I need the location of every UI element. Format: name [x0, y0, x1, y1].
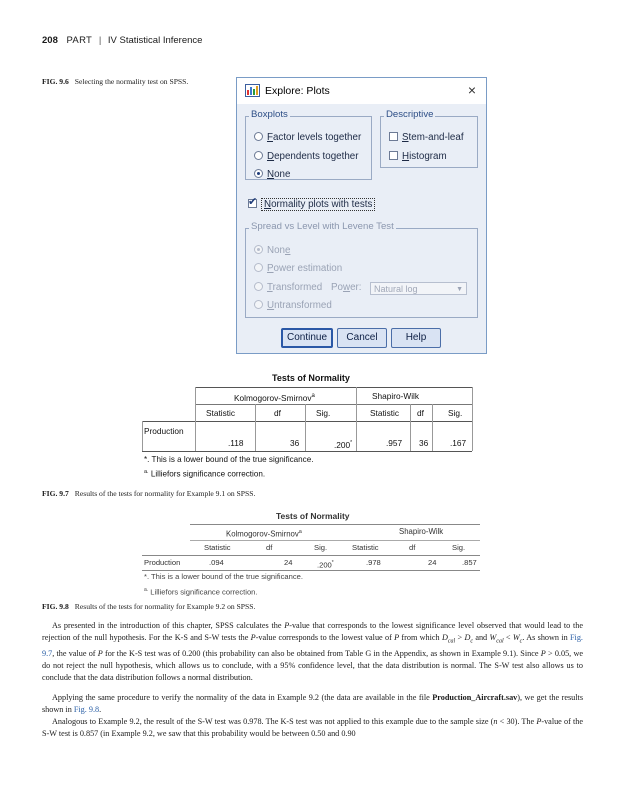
help-button[interactable]: Help	[391, 328, 441, 348]
option-label: tem-and-leaf	[408, 132, 464, 143]
table-footnote: $^{a.}$ Lilliefors significance correction.	[144, 587, 258, 597]
option-label: one	[274, 169, 291, 180]
checkbox-histogram[interactable]	[389, 150, 447, 164]
fig-9-7-caption	[42, 489, 255, 498]
spss-app-icon	[245, 84, 260, 97]
table-title: Tests of Normality	[272, 373, 350, 383]
paragraph-2: Applying the same procedure to verify the normality of the data in Example 9.2 (the data are available in the file Production_Aircraft.sav), we get the results shown in Fig. 9.8.	[42, 693, 584, 714]
table-cell: 36	[419, 438, 429, 448]
col-header: Sig.	[316, 408, 331, 418]
boxplots-legend: Boxplots	[251, 109, 288, 120]
radio-transformed[interactable]	[254, 281, 322, 295]
table-cell: .857	[462, 558, 477, 567]
checkbox-checked[interactable]	[248, 199, 257, 208]
col-header: df	[274, 408, 281, 418]
mnemonic: U	[267, 300, 275, 311]
table-cell: 24	[428, 558, 437, 567]
header-separator: |	[98, 35, 102, 46]
mnemonic: w	[342, 282, 351, 293]
col-header: Statistic	[204, 543, 231, 552]
radio-spread-none[interactable]	[254, 244, 290, 258]
option-label: ntransformed	[274, 300, 332, 311]
dialog-titlebar[interactable]	[237, 78, 486, 104]
option-label: ransformed	[272, 282, 323, 293]
fig-9-8-text: Results of the tests for normality for Example 9.2 on SPSS.	[74, 602, 256, 611]
table-footnote: $^{a.}$ Lilliefors significance correction.	[144, 469, 266, 479]
radio-circle-selected[interactable]	[254, 169, 263, 178]
power-rest: er:	[350, 282, 362, 293]
fig-9-6-caption	[42, 77, 188, 86]
col-header: df	[417, 408, 424, 418]
col-header: Statistic	[370, 408, 400, 418]
power-prefix: Po	[331, 282, 343, 293]
table-cell: .200*	[317, 560, 334, 570]
mnemonic: H	[402, 151, 410, 162]
table-title: Tests of Normality	[276, 511, 350, 521]
part-label: PART	[66, 35, 93, 46]
radio-none[interactable]	[254, 168, 290, 182]
option-label: ependents together	[274, 151, 359, 162]
radio-power-estimation[interactable]	[254, 262, 342, 276]
col-header: df	[409, 543, 416, 552]
mnemonic: P	[267, 263, 274, 274]
row-label: Production	[144, 426, 184, 436]
sw-header: Shapiro-Wilk	[399, 527, 444, 536]
fig-9-7-label: FIG. 9.7	[42, 489, 69, 498]
mnemonic: D	[267, 151, 275, 162]
page-number: 208	[42, 35, 58, 46]
row-label: Production	[144, 558, 181, 567]
option-prefix: Non	[267, 245, 285, 256]
option-label: ower estimation	[273, 263, 343, 274]
power-select-value: Natural log	[374, 284, 418, 294]
checkbox-box[interactable]	[389, 132, 398, 141]
fig-9-8-link[interactable]: Fig. 9.8	[73, 705, 100, 714]
fig-9-6-label: FIG. 9.6	[42, 77, 69, 86]
spread-legend: Spread vs Level with Levene Test	[251, 221, 394, 232]
mnemonic: N	[264, 199, 272, 210]
mnemonic: F	[267, 132, 273, 143]
ks-header: Kolmogorov-Smirnov$^a$	[234, 392, 315, 403]
col-header: Statistic	[206, 408, 236, 418]
continue-button[interactable]: Continue	[281, 328, 333, 348]
table-cell: .094	[209, 558, 224, 567]
fig-9-6-text: Selecting the normality test on SPSS.	[74, 77, 189, 86]
paragraph-1: As presented in the introduction of this chapter, SPSS calculates the P-value that corresponds to the lowest significance level observed that would lead to the rejection of the null hypothesis. For the K-S and S-W tests the P-value corresponds to the lowest value of P from which $D_{cal} > D_c$ and $W_{cal} < W_c$. As shown in Fig. 9.7, the value of P for the K-S test was of 0.200 (this probability can also be obtained from Table G in the Appendix, as shown in Example 9.1). Since P > 0.05, we do not reject the null hypothesis, which allows us to conclude, with a 95% confidence level, that the data distribution is normal. The S-W test also allows us to conclude that the data distribution follows a normal distribution.	[42, 621, 583, 682]
option-label: actor levels together	[272, 132, 362, 143]
table-footnote: *. This is a lower bound of the true significance.	[144, 572, 303, 581]
option-label: istogram	[409, 151, 447, 162]
descriptive-legend: Descriptive	[386, 109, 434, 120]
table-cell: .167	[450, 438, 467, 448]
checkbox-stem-and-leaf[interactable]	[389, 131, 464, 145]
radio-untransformed[interactable]	[254, 299, 332, 313]
ks-header: Kolmogorov-Smirnov$^a$	[226, 529, 302, 539]
mnemonic: e	[284, 245, 291, 256]
mnemonic: N	[267, 169, 275, 180]
dialog-body	[237, 104, 486, 353]
table-cell: .978	[366, 558, 381, 567]
cancel-button[interactable]: Cancel	[337, 328, 387, 348]
fig-9-7-link[interactable]: Fig. 9.7	[42, 633, 583, 658]
chevron-down-icon[interactable]: ▼	[456, 286, 463, 293]
power-select[interactable]	[370, 282, 467, 295]
col-header: df	[266, 543, 273, 552]
col-header: Sig.	[448, 408, 463, 418]
radio-circle[interactable]	[254, 300, 263, 309]
table-cell: .200*	[334, 439, 353, 450]
radio-circle[interactable]	[254, 263, 263, 272]
running-header	[42, 35, 202, 46]
radio-circle[interactable]	[254, 151, 263, 160]
mnemonic: T	[267, 282, 273, 293]
table-cell: 36	[290, 438, 300, 448]
table-cell: .957	[386, 438, 403, 448]
table-cell: .118	[228, 438, 244, 448]
part-title: IV Statistical Inference	[107, 35, 203, 46]
dialog-title: Explore: Plots	[265, 85, 330, 97]
col-header: Statistic	[352, 543, 379, 552]
checkbox-box[interactable]	[389, 151, 398, 160]
radio-dependents-together[interactable]	[254, 150, 359, 164]
close-icon[interactable]: ×	[467, 82, 477, 98]
fig-9-8-caption	[42, 602, 255, 611]
explore-plots-dialog	[236, 77, 487, 354]
col-header: Sig.	[452, 543, 466, 552]
table-cell: 24	[284, 558, 293, 567]
radio-circle[interactable]	[254, 132, 263, 141]
radio-factor-levels-together[interactable]	[254, 131, 361, 145]
sw-header: Shapiro-Wilk	[372, 391, 420, 401]
power-label	[331, 281, 362, 295]
checkbox-normality-plots[interactable]	[248, 198, 375, 212]
col-header: Sig.	[314, 543, 328, 552]
fig-9-7-text: Results of the tests for normality for Example 9.1 on SPSS.	[74, 489, 256, 498]
option-label: ormality plots with tests	[271, 199, 373, 210]
radio-circle-selected[interactable]	[254, 245, 263, 254]
table-footnote: *. This is a lower bound of the true significance.	[144, 455, 314, 464]
radio-circle[interactable]	[254, 282, 263, 291]
mnemonic: S	[402, 132, 409, 143]
normality-label-focus	[261, 198, 375, 211]
paragraph-3: Analogous to Example 9.2, the result of the S-W test was 0.978. The K-S test was not applied to this example due to the sample size (n < 30). The P-value of the S-W test is 0.857 (in Example 9.2, we saw that this probability would be between 0.50 and 0.90	[42, 717, 583, 738]
fig-9-8-label: FIG. 9.8	[42, 602, 69, 611]
